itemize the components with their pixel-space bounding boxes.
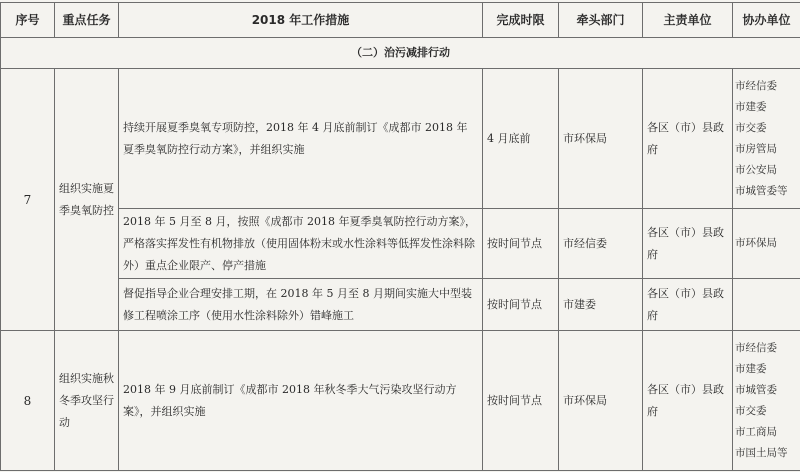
assist-unit: 市环保局	[735, 237, 777, 249]
responsible-unit: 各区（市）县政府	[643, 209, 733, 279]
assist-units	[733, 279, 800, 331]
header-row	[1, 3, 800, 38]
header-no: 序号	[1, 3, 55, 38]
table-row	[1, 331, 800, 471]
header-task: 重点任务	[55, 3, 119, 38]
assist-unit: 市经信委	[735, 79, 777, 92]
section-title: （二）治污减排行动	[1, 38, 800, 69]
work-measures-table	[0, 2, 800, 471]
assist-unit: 市建委	[735, 362, 767, 375]
responsible-unit: 各区（市）县政府	[643, 69, 733, 209]
row-number: 7	[1, 69, 55, 331]
assist-unit: 市交委	[735, 404, 767, 417]
lead-dept: 市建委	[559, 279, 643, 331]
assist-unit: 市城管委等	[735, 184, 788, 197]
assist-unit: 市城管委	[735, 383, 777, 396]
assist-unit: 市交委	[735, 121, 767, 134]
assist-unit: 市经信委	[735, 341, 777, 354]
deadline: 按时间节点	[483, 331, 559, 471]
assist-unit: 市公安局	[735, 163, 777, 176]
section-row	[1, 38, 800, 69]
responsible-unit: 各区（市）县政府	[643, 279, 733, 331]
responsible-unit: 各区（市）县政府	[643, 331, 733, 471]
header-measures: 2018 年工作措施	[119, 3, 483, 38]
header-deadline: 完成时限	[483, 3, 559, 38]
measure-text: 2018 年 9 月底前制订《成都市 2018 年秋冬季大气污染攻坚行动方案》，并组织实施	[119, 331, 483, 471]
header-lead-dept: 牵头部门	[559, 3, 643, 38]
lead-dept: 市经信委	[559, 209, 643, 279]
measure-text: 督促指导企业合理安排工期，在 2018 年 5 月至 8 月期间实施大中型装修工程喷涂工序（使用水性涂料除外）错峰施工	[119, 279, 483, 331]
measure-text: 2018 年 5 月至 8 月，按照《成都市 2018 年夏季臭氧防控行动方案》，严格落实挥发性有机物排放（使用固体粉末或水性涂料等低挥发性涂料除外）重点企业限产、停产措施	[119, 209, 483, 279]
task-name: 组织实施夏季臭氧防控	[55, 69, 119, 331]
header-assist: 协办单位	[733, 3, 800, 38]
assist-unit: 市工商局	[735, 425, 777, 438]
assist-units	[733, 209, 800, 279]
header-responsible: 主责单位	[643, 3, 733, 38]
task-name: 组织实施秋冬季攻坚行动	[55, 331, 119, 471]
deadline: 按时间节点	[483, 209, 559, 279]
table-row	[1, 209, 800, 279]
measure-text: 持续开展夏季臭氧专项防控，2018 年 4 月底前制订《成都市 2018 年夏季臭氧防控行动方案》，并组织实施	[119, 69, 483, 209]
table-row	[1, 279, 800, 331]
lead-dept: 市环保局	[559, 331, 643, 471]
lead-dept: 市环保局	[559, 69, 643, 209]
assist-unit: 市国土局等	[735, 446, 788, 459]
assist-units	[733, 69, 800, 209]
assist-unit: 市房管局	[735, 142, 777, 155]
row-number: 8	[1, 331, 55, 471]
deadline: 按时间节点	[483, 279, 559, 331]
deadline: 4 月底前	[483, 69, 559, 209]
assist-units	[733, 331, 800, 471]
assist-unit: 市建委	[735, 100, 767, 113]
table-row	[1, 69, 800, 209]
